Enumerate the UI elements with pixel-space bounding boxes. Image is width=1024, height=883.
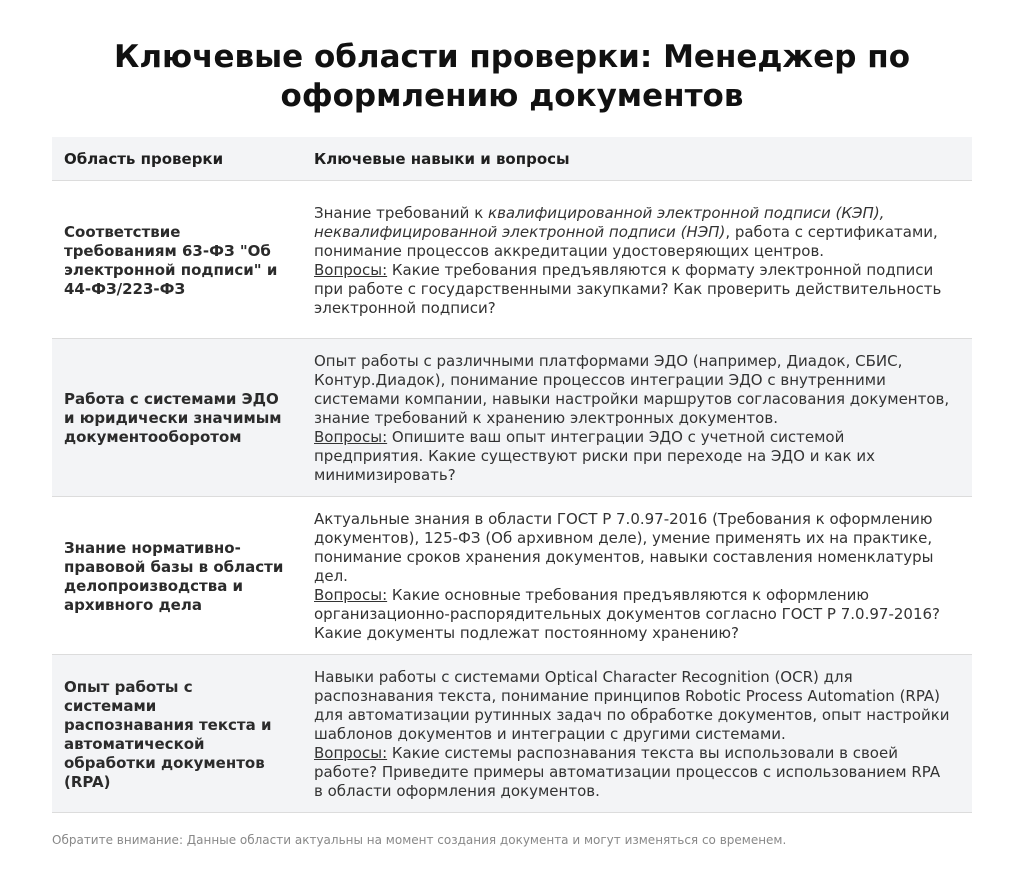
area-cell: Работа с системами ЭДО и юридически значимым документооборотом — [52, 339, 302, 497]
area-cell: Знание нормативно-правовой базы в области делопроизводства и архивного дела — [52, 497, 302, 655]
questions-text: Какие основные требования предъявляются к оформлению организационно-распорядительных документов согласно ГОСТ Р 7.0.97-2016? Какие документы подлежат постоянному хранению? — [314, 586, 941, 642]
table-row — [52, 497, 972, 655]
skills-text: Навыки работы с системами Optical Character Recognition (OCR) для распознавания текста, понимание принципов Robotic Process Automation (RPA) для автоматизации рутинных задач по обработке документов, опыт настройки шаблонов документов и интеграции с другими системами. — [314, 668, 950, 743]
table-header-row — [52, 137, 972, 181]
skills-cell — [302, 655, 972, 813]
column-header-area: Область проверки — [52, 137, 302, 181]
skills-text: Знание требований к — [314, 203, 489, 222]
page-title: Ключевые области проверки: Менеджер по оформлению документов — [114, 39, 910, 114]
questions-text: Опишите ваш опыт интеграции ЭДО с учетной системой предприятия. Какие существуют риски при переходе на ЭДО и как их минимизировать? — [314, 428, 875, 484]
area-cell: Опыт работы с системами распознавания текста и автоматической обработки документов (RPA) — [52, 655, 302, 813]
table-row — [52, 339, 972, 497]
table-row — [52, 181, 972, 339]
questions-label: Вопросы: — [314, 428, 388, 446]
area-cell: Соответствие требованиям 63-ФЗ "Об электронной подписи" и 44-ФЗ/223-ФЗ — [52, 181, 302, 339]
review-areas-table — [52, 137, 972, 813]
questions-label: Вопросы: — [314, 260, 388, 279]
skills-text: , работа с сертификатами, понимание процессов аккредитации удостоверяющих центров. — [314, 222, 938, 260]
column-header-skills: Ключевые навыки и вопросы — [302, 137, 972, 181]
questions-text: Какие требования предъявляются к формату электронной подписи при работе с государственными закупками? Как проверить действительность электронной подписи? — [314, 260, 942, 317]
skills-text-italic: квалифицированной электронной подписи (КЭП), неквалифицированной электронной подписи (НЭП) — [314, 203, 885, 241]
questions-text: Какие системы распознавания текста вы использовали в своей работе? Приведите примеры автоматизации процессов с использованием RPA в области оформления документов. — [314, 744, 941, 800]
skills-text: Опыт работы с различными платформами ЭДО (например, Диадок, СБИС, Контур.Диадок), понимание процессов интеграции ЭДО с внутренними системами компании, навыки настройки маршрутов согласования документов, знание требований к хранению электронных документов. — [314, 352, 950, 427]
questions-label: Вопросы: — [314, 744, 388, 762]
footnote: Обратите внимание: Данные области актуальны на момент создания документа и могут изменяться со временем. — [52, 833, 787, 847]
skills-text: Актуальные знания в области ГОСТ Р 7.0.97-2016 (Требования к оформлению документов), 125-ФЗ (Об архивном деле), умение применять их на практике, понимание сроков хранения документов, навыки составления номенклатуры дел. — [314, 510, 934, 585]
skills-cell — [302, 339, 972, 497]
skills-cell — [302, 497, 972, 655]
questions-label: Вопросы: — [314, 586, 388, 604]
skills-cell — [302, 181, 972, 339]
table-row — [52, 655, 972, 813]
